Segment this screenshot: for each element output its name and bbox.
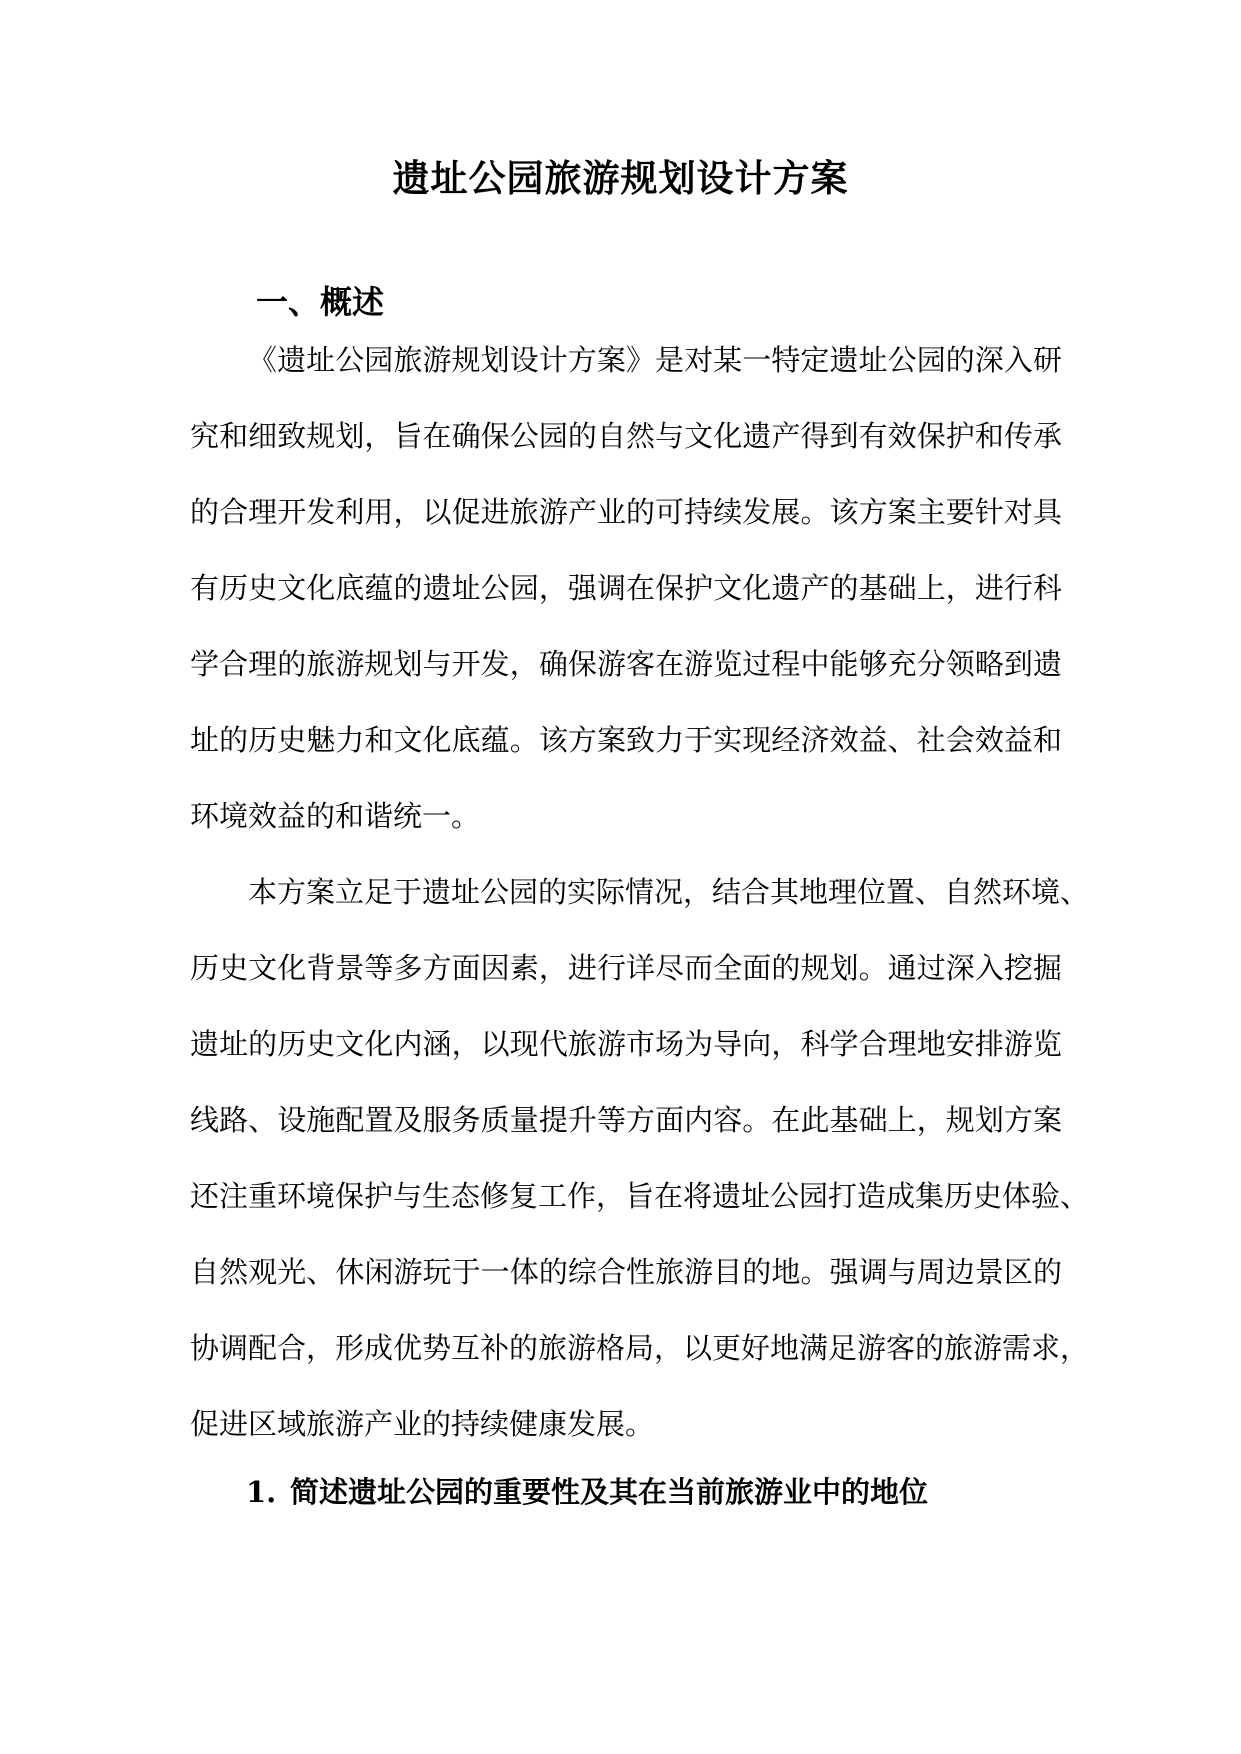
document-title: 遗址公园旅游规划设计方案 xyxy=(392,156,849,200)
paragraph-line: 线路、设施配置及服务质量提升等方面内容。在此基础上，规划方案 xyxy=(190,1103,1062,1137)
section-heading-overview: 一、概述 xyxy=(256,283,385,321)
paragraph-line: 协调配合，形成优势互补的旅游格局，以更好地满足游客的旅游需求， xyxy=(190,1331,1090,1365)
paragraph-overview-1 xyxy=(190,322,1062,854)
paragraph-line: 学合理的旅游规划与开发，确保游客在游览过程中能够充分领略到遗 xyxy=(190,647,1062,681)
subsection-number: 1. xyxy=(246,1475,277,1509)
paragraph-line: 环境效益的和谐统一。 xyxy=(190,799,481,833)
paragraph-line: 究和细致规划，旨在确保公园的自然与文化遗产得到有效保护和传承 xyxy=(190,419,1062,453)
paragraph-line: 还注重环境保护与生态修复工作，旨在将遗址公园打造成集历史体验、 xyxy=(190,1179,1090,1213)
subsection-title: 简述遗址公园的重要性及其在当前旅游业中的地位 xyxy=(290,1475,929,1509)
paragraph-line: 《遗址公园旅游规划设计方案》是对某一特定遗址公园的深入研 xyxy=(248,343,1062,377)
paragraph-line: 遗址的历史文化内涵，以现代旅游市场为导向，科学合理地安排游览 xyxy=(190,1027,1062,1061)
paragraph-line: 本方案立足于遗址公园的实际情况，结合其地理位置、自然环境、 xyxy=(248,875,1090,909)
paragraph-line: 自然观光、休闲游玩于一体的综合性旅游目的地。强调与周边景区的 xyxy=(190,1255,1062,1289)
paragraph-line: 有历史文化底蕴的遗址公园，强调在保护文化遗产的基础上，进行科 xyxy=(190,571,1062,605)
paragraph-line: 历史文化背景等多方面因素，进行详尽而全面的规划。通过深入挖掘 xyxy=(190,951,1062,985)
subsection-heading xyxy=(246,1468,928,1516)
paragraph-overview-2 xyxy=(190,854,1090,1462)
paragraph-line: 址的历史魅力和文化底蕴。该方案致力于实现经济效益、社会效益和 xyxy=(190,723,1062,757)
paragraph-line: 促进区域旅游产业的持续健康发展。 xyxy=(190,1407,655,1441)
paragraph-line: 的合理开发利用，以促进旅游产业的可持续发展。该方案主要针对具 xyxy=(190,495,1062,529)
